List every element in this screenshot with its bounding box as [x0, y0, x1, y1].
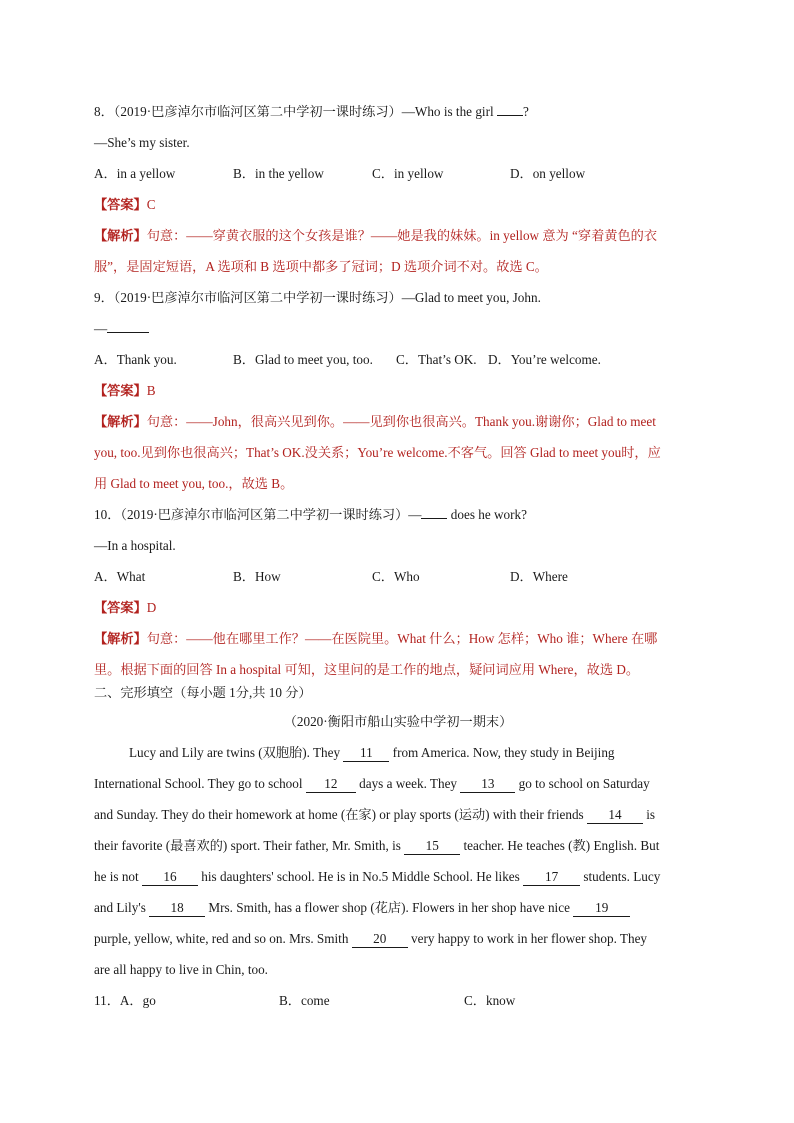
option-a: A．in a yellow	[94, 166, 176, 181]
option-b: B．How	[233, 569, 281, 584]
option-d: D．Where	[510, 569, 568, 584]
q9-analysis: 【解析】句意：——John，很高兴见到你。——见到你也很高兴。Thank you.谢谢你；Glad to meet	[94, 414, 656, 429]
passage-line: purple, yellow, white, red and so on. Mrs. Smith 20 very happy to work in her flower shop. They	[94, 931, 648, 946]
cloze-blank-17: 17	[523, 869, 580, 886]
passage-line: and Lily's 18 Mrs. Smith, has a flower shop (花店). Flowers in her shop have nice 19	[94, 892, 702, 923]
q10-stem: 10．（2019·巴彦淖尔市临河区第二中学初一课时练习）— does he work?	[94, 499, 702, 530]
q10-options	[94, 561, 702, 592]
answer-blank	[497, 99, 523, 116]
q8-answer: 【答案】C	[94, 197, 156, 212]
passage-line: their favorite (最喜欢的) sport. Their father, Mr. Smith, is 15 teacher. He teaches (教) English. But	[94, 838, 660, 853]
q10-analysis: 【解析】句意：——他在哪里工作？——在医院里。What 什么；How 怎样；Who 谁；Where 在哪	[94, 631, 658, 646]
option-a: A．Thank you.	[94, 352, 177, 367]
option-b: B．Glad to meet you, too.	[233, 352, 373, 367]
cloze-blank-15: 15	[404, 838, 460, 855]
passage-line: he is not 16 his daughters' school. He is in No.5 Middle School. He likes 17 students. Lucy	[94, 869, 661, 884]
passage-line: are all happy to live in Chin, too.	[94, 962, 268, 977]
option-b: B．in the yellow	[233, 166, 324, 181]
option-d: D．on yellow	[510, 166, 586, 181]
cloze-blank-13: 13	[460, 776, 515, 793]
option-d: D．You’re welcome.	[488, 352, 601, 367]
answer-blank	[107, 316, 149, 333]
option-b: B．come	[279, 993, 330, 1008]
cloze-blank-20: 20	[352, 931, 408, 948]
cloze-blank-19: 19	[573, 900, 630, 917]
option-a: A．What	[94, 569, 146, 584]
q8-stem: 8．（2019·巴彦淖尔市临河区第二中学初一课时练习）—Who is the girl ?	[94, 96, 702, 127]
cloze-blank-18: 18	[149, 900, 205, 917]
q11-options	[94, 985, 702, 1016]
q9-options	[94, 344, 702, 375]
q10-analysis-cont: 里。根据下面的回答 In a hospital 可知，这里问的是工作的地点，疑问词应用 Where，故选 D。	[94, 662, 640, 677]
q10-answer: 【答案】D	[94, 600, 157, 615]
q9-analysis-cont2: 用 Glad to meet you, too.，故选 B。	[94, 476, 294, 491]
option-c: C．in yellow	[372, 166, 444, 181]
option-a: 11．A．go	[94, 993, 156, 1008]
option-c: C．Who	[372, 569, 420, 584]
option-c: C．know	[464, 993, 516, 1008]
q9-analysis-cont: you, too.见到你也很高兴；That’s OK.没关系；You’re welcome.不客气。回答 Glad to meet you时，应	[94, 445, 661, 460]
passage-line: Lucy and Lily are twins (双胞胎). They 11 from America. Now, they study in Beijing	[129, 745, 615, 760]
cloze-blank-11: 11	[343, 745, 389, 762]
q8-analysis: 【解析】句意：——穿黄衣服的这个女孩是谁？——她是我的妹妹。in yellow 意为 “穿着黄色的衣	[94, 228, 658, 243]
passage-source: （2020·衡阳市船山实验中学初一期末）	[283, 714, 513, 729]
option-c: C．That’s OK.	[396, 352, 477, 367]
q9-reply: —	[94, 313, 702, 344]
q8-analysis-cont: 服”，是固定短语，A 选项和 B 选项中都多了冠词；D 选项介词不对。故选 C。	[94, 259, 548, 274]
document-page	[94, 96, 702, 1016]
answer-blank	[421, 502, 447, 519]
q8-reply: —She’s my sister.	[94, 135, 190, 150]
passage-line: International School. They go to school 12 days a week. They 13 go to school on Saturday	[94, 776, 650, 791]
q9-answer: 【答案】B	[94, 383, 156, 398]
section-title: 二、完形填空（每小题 1分,共 10 分）	[94, 685, 312, 700]
cloze-blank-12: 12	[306, 776, 356, 793]
cloze-blank-14: 14	[587, 807, 643, 824]
q10-reply: —In a hospital.	[94, 538, 176, 553]
cloze-blank-16: 16	[142, 869, 198, 886]
q9-stem: 9．（2019·巴彦淖尔市临河区第二中学初一课时练习）—Glad to meet you, John.	[94, 290, 541, 305]
q8-options	[94, 158, 702, 189]
passage-line: and Sunday. They do their homework at home (在家) or play sports (运动) with their friends 14 is	[94, 807, 656, 822]
